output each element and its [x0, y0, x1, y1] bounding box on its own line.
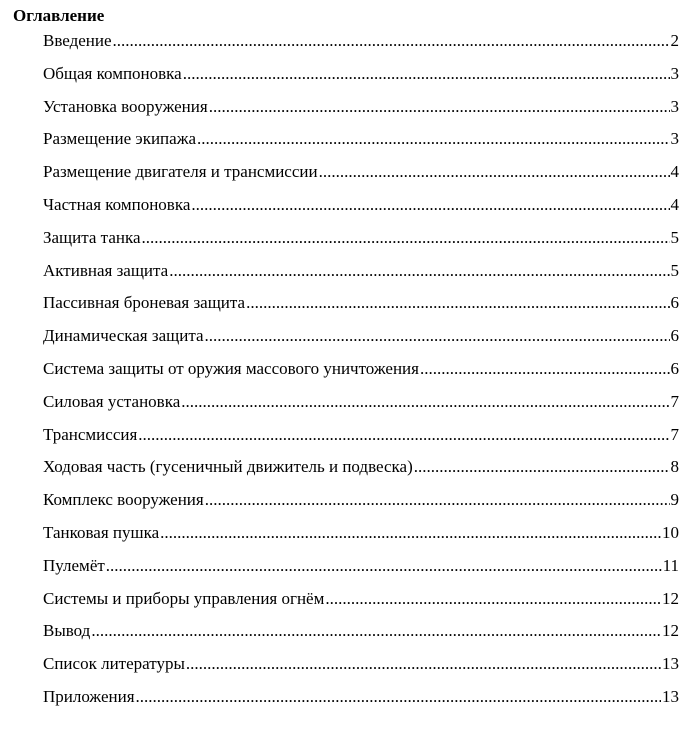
toc-entry-appendices[interactable] — [43, 685, 679, 718]
toc-title: Оглавление — [13, 6, 105, 25]
dot-leader — [169, 259, 669, 283]
toc-entry-page[interactable]: 12 — [662, 588, 679, 608]
dot-leader — [191, 193, 669, 217]
toc-entry-page[interactable]: 5 — [670, 227, 679, 247]
toc-entry-page[interactable]: 4 — [670, 194, 679, 214]
dot-leader — [113, 29, 670, 53]
toc-entry-label[interactable]: Защита танка — [43, 227, 141, 247]
toc-entry-machine-gun[interactable] — [43, 554, 679, 587]
toc-entry-label[interactable]: Ходовая часть (гусеничный движитель и подвеска) — [43, 457, 413, 477]
toc-entry-page[interactable]: 3 — [670, 63, 679, 83]
toc-entry-label[interactable]: Введение — [43, 31, 112, 50]
dot-leader — [160, 521, 661, 545]
toc-entry-fire-control[interactable] — [43, 587, 679, 620]
toc-entry-wmd-protection[interactable] — [43, 357, 679, 390]
dot-leader — [205, 488, 670, 512]
dot-leader — [319, 160, 670, 184]
toc-entry-transmission[interactable] — [43, 423, 679, 456]
toc-entry-dynamic-protection[interactable] — [43, 324, 679, 357]
toc-entry-page[interactable]: 5 — [670, 260, 679, 280]
toc-entry-page[interactable]: 13 — [662, 654, 679, 674]
toc-entry-label[interactable]: Комплекс вооружения — [43, 490, 204, 510]
toc-entry-power-plant[interactable] — [43, 390, 679, 423]
dot-leader — [136, 685, 661, 709]
toc-entry-introduction[interactable] — [43, 29, 679, 62]
toc-entry-label[interactable]: Установка вооружения — [43, 96, 208, 116]
toc-entry-page[interactable]: 2 — [670, 31, 679, 50]
toc-entry-tank-protection[interactable] — [43, 226, 679, 259]
dot-leader — [142, 226, 670, 250]
toc-entry-label[interactable]: Трансмиссия — [43, 424, 138, 444]
toc-entry-passive-armor[interactable] — [43, 291, 679, 324]
toc-entry-label[interactable]: Система защиты от оружия массового уничтожения — [43, 358, 419, 378]
toc-entry-page[interactable]: 8 — [670, 457, 679, 477]
toc-entry-general-layout[interactable] — [43, 62, 679, 95]
toc-entry-crew-placement[interactable] — [43, 127, 679, 160]
toc-entry-label[interactable]: Размещение двигателя и трансмиссии — [43, 162, 318, 182]
toc-entry-label[interactable]: Приложения — [43, 686, 135, 706]
toc-entry-page[interactable]: 13 — [662, 686, 679, 706]
toc-entry-label[interactable]: Силовая установка — [43, 391, 181, 411]
dot-leader — [325, 587, 661, 611]
dot-leader — [205, 324, 670, 348]
toc-entry-weapon-complex[interactable] — [43, 488, 679, 521]
toc-entry-page[interactable]: 4 — [670, 162, 679, 182]
toc-entry-label[interactable]: Пулемёт — [43, 555, 105, 575]
toc-entry-page[interactable]: 3 — [670, 96, 679, 116]
dot-leader — [246, 291, 669, 315]
dot-leader — [209, 95, 670, 119]
dot-leader — [138, 423, 669, 447]
toc-entry-tank-gun[interactable] — [43, 521, 679, 554]
dot-leader — [197, 127, 670, 151]
toc-entry-label[interactable]: Вывод — [43, 621, 91, 641]
toc-entry-label[interactable]: Размещение экипажа — [43, 129, 196, 149]
dot-leader — [181, 390, 669, 414]
toc-entry-conclusion[interactable] — [43, 619, 679, 652]
toc-entry-page[interactable]: 11 — [662, 555, 679, 575]
toc-entry-page[interactable]: 7 — [670, 391, 679, 411]
toc-entry-label[interactable]: Активная защита — [43, 260, 169, 280]
dot-leader — [186, 652, 661, 676]
toc-entry-page[interactable]: 12 — [662, 621, 679, 641]
toc-entry-running-gear[interactable] — [43, 455, 679, 488]
toc-entry-engine-transmission-placement[interactable] — [43, 160, 679, 193]
toc-entry-label[interactable]: Системы и приборы управления огнём — [43, 588, 325, 608]
toc-list — [43, 29, 679, 718]
toc-entry-page[interactable]: 6 — [670, 293, 679, 313]
toc-entry-page[interactable]: 10 — [662, 522, 679, 542]
toc-entry-label[interactable]: Танковая пушка — [43, 522, 160, 542]
dot-leader — [414, 455, 670, 479]
dot-leader — [106, 554, 662, 578]
toc-entry-label[interactable]: Список литературы — [43, 654, 185, 674]
toc-entry-page[interactable]: 9 — [670, 490, 679, 510]
dot-leader — [183, 62, 670, 86]
toc-entry-page[interactable]: 6 — [670, 326, 679, 346]
toc-entry-label[interactable]: Частная компоновка — [43, 194, 191, 214]
toc-entry-label[interactable]: Динамическая защита — [43, 326, 204, 346]
toc-entry-page[interactable]: 7 — [670, 424, 679, 444]
toc-entry-page[interactable]: 3 — [670, 129, 679, 149]
dot-leader — [91, 619, 661, 643]
toc-entry-active-protection[interactable] — [43, 259, 679, 292]
dot-leader — [420, 357, 670, 381]
toc-entry-references[interactable] — [43, 652, 679, 685]
toc-entry-partial-layout[interactable] — [43, 193, 679, 226]
toc-entry-weapon-installation[interactable] — [43, 95, 679, 128]
toc-entry-page[interactable]: 6 — [670, 358, 679, 378]
toc-entry-label[interactable]: Общая компоновка — [43, 63, 182, 83]
toc-entry-label[interactable]: Пассивная броневая защита — [43, 293, 246, 313]
